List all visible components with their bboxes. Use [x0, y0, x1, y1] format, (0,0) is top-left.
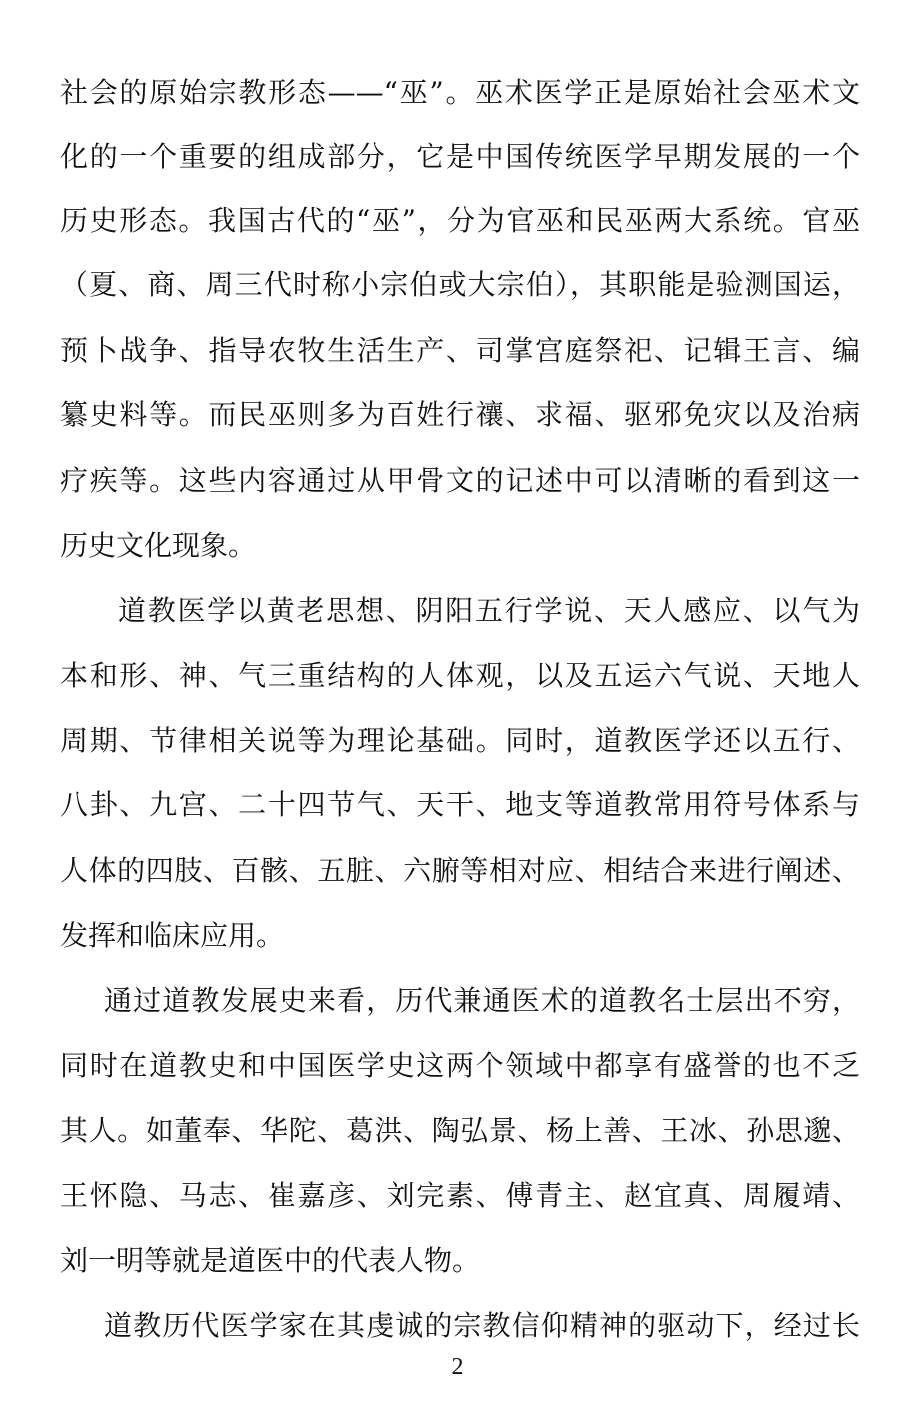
text-line: 通过道教发展史来看，历代兼通医术的道教名士层出不穷，	[104, 984, 860, 1017]
page-number: 2	[451, 1354, 464, 1380]
text-line: 刘一明等就是道医中的代表人物。	[60, 1244, 481, 1277]
text-line: 其人。如董奉、华陀、葛洪、陶弘景、杨上善、王冰、孙思邈、	[60, 1114, 860, 1147]
text-line: 历史文化现象。	[60, 529, 257, 562]
text-line: 道教历代医学家在其虔诚的宗教信仰精神的驱动下，经过长	[104, 1309, 860, 1342]
text-line: （夏、商、周三代时称小宗伯或大宗伯），其职能是验测国运，	[60, 268, 860, 301]
text-line: 本和形、神、气三重结构的人体观，以及五运六气说、天地人	[60, 659, 860, 692]
text-line: 社会的原始宗教形态——“巫”。巫术医学正是原始社会巫术文	[60, 76, 860, 109]
text-line: 王怀隐、马志、崔嘉彦、刘完素、傅青主、赵宜真、周履靖、	[60, 1179, 860, 1212]
text-line: 同时在道教史和中国医学史这两个领域中都享有盛誉的也不乏	[60, 1049, 860, 1082]
text-line: 预卜战争、指导农牧生活生产、司掌宫庭祭祀、记辑王言、编	[60, 334, 860, 367]
text-line: 周期、节律相关说等为理论基础。同时，道教医学还以五行、	[60, 724, 860, 757]
text-line: 人体的四肢、百骸、五脏、六腑等相对应、相结合来进行阐述、	[60, 854, 860, 887]
text-line: 疗疾等。这些内容通过从甲骨文的记述中可以清晰的看到这一	[60, 464, 860, 497]
text-line: 历史形态。我国古代的“巫”，分为官巫和民巫两大系统。官巫	[60, 204, 860, 237]
text-line: 道教医学以黄老思想、阴阳五行学说、天人感应、以气为	[118, 594, 860, 627]
text-line: 纂史料等。而民巫则多为百姓行禳、求福、驱邪免灾以及治病	[60, 398, 860, 431]
text-line: 八卦、九宫、二十四节气、天干、地支等道教常用符号体系与	[60, 788, 860, 821]
text-line: 化的一个重要的组成部分，它是中国传统医学早期发展的一个	[60, 140, 860, 173]
text-line: 发挥和临床应用。	[60, 919, 285, 952]
